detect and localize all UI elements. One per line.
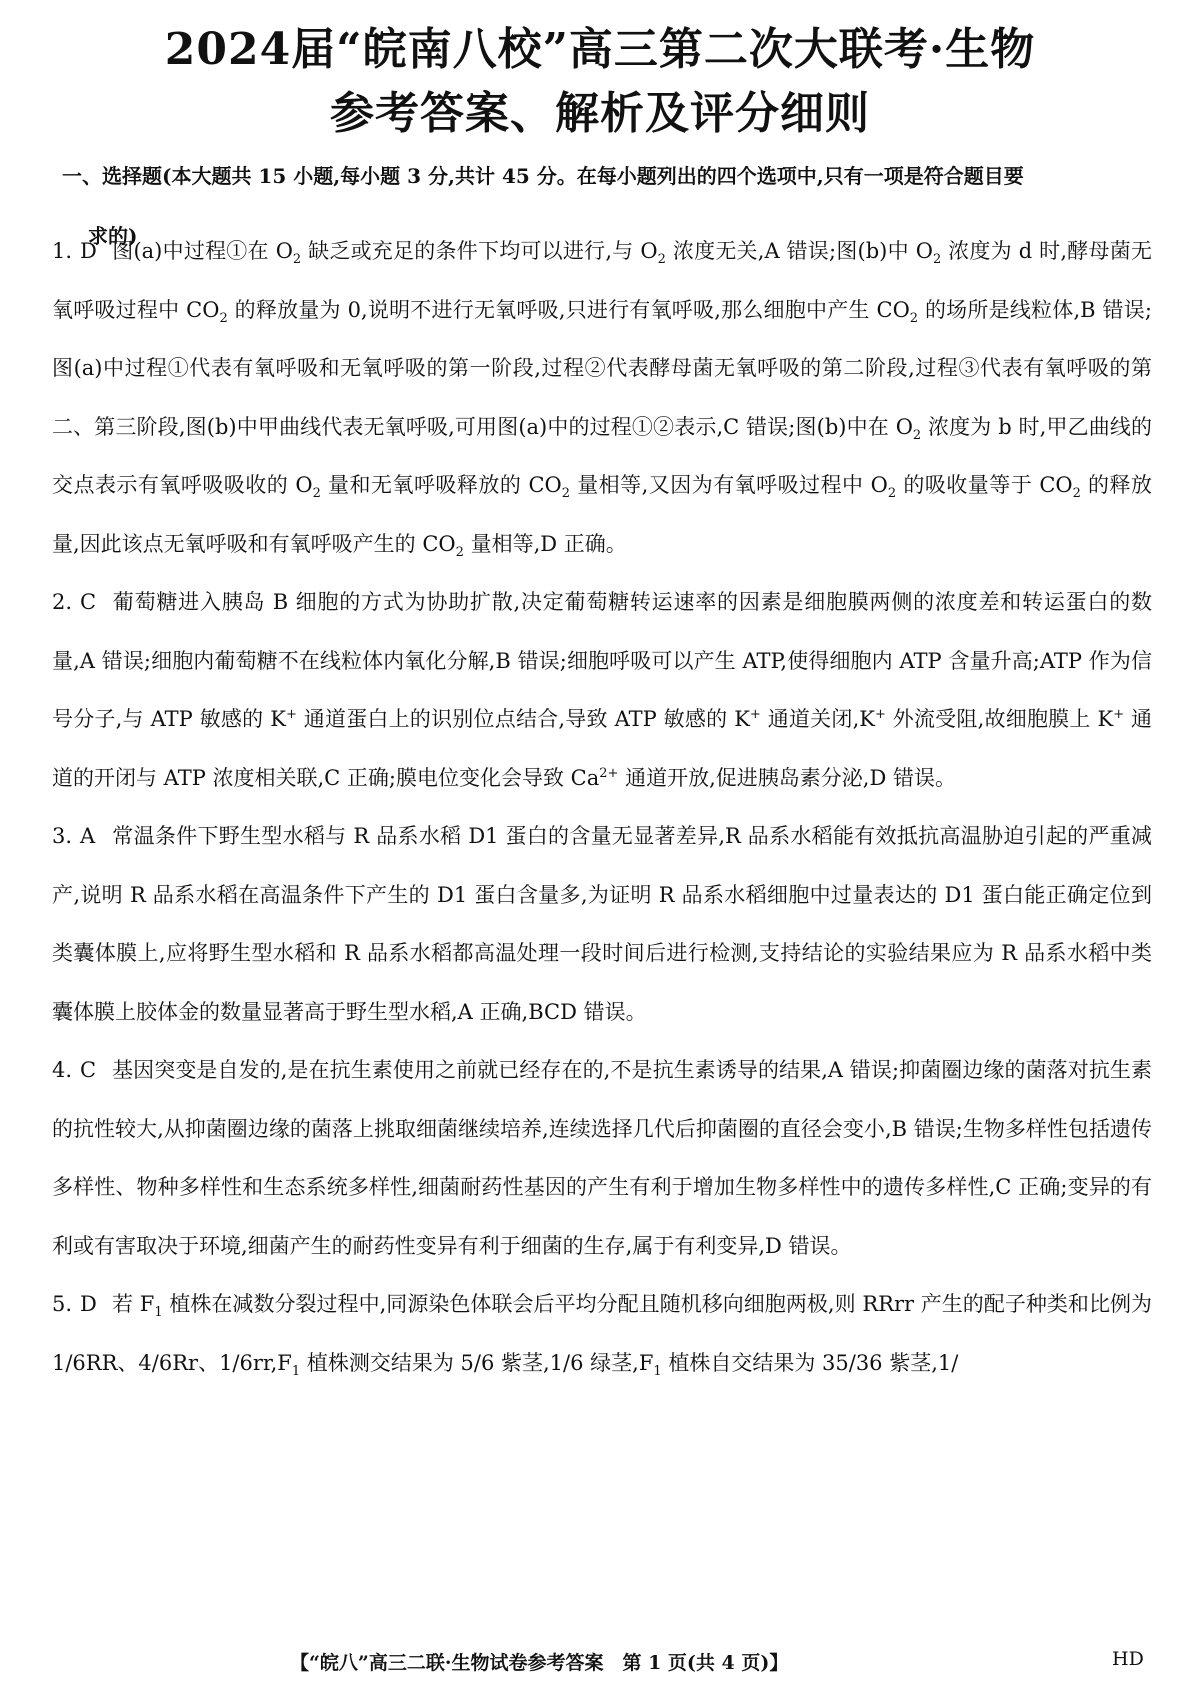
page-subtitle: 参考答案、解析及评分细则 [330,88,870,139]
question-answer: D [80,1292,97,1316]
footer-code: HD [1112,1648,1144,1670]
section-heading-line2: 求的) [88,224,138,248]
question-number: 3. [52,824,73,848]
page-footer [0,1648,1200,1678]
question-explanation: 常温条件下野生型水稻与 R 品系水稻 D1 蛋白的含量无显著差异,R 品系水稻能有效抵抗高温胁迫引起的严重减产,说明 R 品系水稻在高温条件下产生的 D1 蛋白含量多,为证明 R 品系水稻细胞中过量表达的 D1 蛋白能正确定位到类囊体膜上,应将野生型水稻和 R 品系水稻都高温处理一段时间后进行检测,支持结论的实验结果应为 R 品系水稻中类囊体膜上胶体金的数量显著高于野生型水稻,A 正确,BCD 错误。 [52,824,1152,1024]
page-title: 2024届“皖南八校”高三第二次大联考·生物 [164,24,1036,75]
question-4 [52,1041,1152,1275]
question-explanation: 葡萄糖进入胰岛 B 细胞的方式为协助扩散,决定葡萄糖转运速率的因素是细胞膜两侧的浓度差和转运蛋白的数量,A 错误;细胞内葡萄糖不在线粒体内氧化分解,B 错误;细胞呼吸可以产生 ATP,使得细胞内 ATP 含量升高;ATP 作为信号分子,与 ATP 敏感的 K+ 通道蛋白上的识别位点结合,导致 ATP 敏感的 K+ 通道关闭,K+ 外流受阻,故细胞膜上 K+ 通道的开闭与 ATP 浓度相关联,C 正确;膜电位变化会导致 $Ca^{2+}$ 通道开放,促进胰岛素分泌,D 错误。 [52,590,1152,790]
question-number: 5. [52,1292,73,1316]
question-number: 2. [52,590,73,614]
answers-body [52,222,1152,1392]
question-answer: C [80,1058,97,1082]
question-1 [52,222,1152,573]
question-explanation: 基因突变是自发的,是在抗生素使用之前就已经存在的,不是抗生素诱导的结果,A 错误;抑菌圈边缘的菌落对抗生素的抗性较大,从抑菌圈边缘的菌落上挑取细菌继续培养,连续选择几代后抑菌圈的直径会变小,B 错误;生物多样性包括遗传多样性、物种多样性和生态系统多样性,细菌耐药性基因的产生有利于增加生物多样性中的遗传多样性,C 正确;变异的有利或有害取决于环境,细菌产生的耐药性变异有利于细菌的生存,属于有利变异,D 错误。 [52,1058,1152,1258]
question-number: 4. [52,1058,73,1082]
question-number: 1. [52,239,73,263]
footer-page-info: 【“皖八”高三二联·生物试卷参考答案 第 1 页(共 4 页)】 [290,1652,789,1674]
question-answer: C [80,590,97,614]
question-answer: A [80,824,96,848]
question-explanation: 图(a)中过程①在 $O_2$ 缺乏或充足的条件下均可以进行,与 $O_2$ 浓度无关,A 错误;图(b)中 $O_2$ 浓度为 d 时,酵母菌无氧呼吸过程中 $CO_2$ 的释放量为 0,说明不进行无氧呼吸,只进行有氧呼吸,那么细胞中产生 $CO_2$ 的场所是线粒体,B 错误;图(a)中过程①代表有氧呼吸和无氧呼吸的第一阶段,过程②代表酵母菌无氧呼吸的第二阶段,过程③代表有氧呼吸的第二、第三阶段,图(b)中甲曲线代表无氧呼吸,可用图(a)中的过程①②表示,C 错误;图(b)中在 $O_2$ 浓度为 b 时,甲乙曲线的交点表示有氧呼吸吸收的 $O_2$ 量和无氧呼吸释放的 $CO_2$ 量相等,又因为有氧呼吸过程中 $O_2$ 的吸收量等于 $CO_2$ 的释放量,因此该点无氧呼吸和有氧呼吸产生的 $CO_2$ 量相等,D 正确。 [52,239,1153,560]
section-heading-line1: 一、选择题(本大题共 15 小题,每小题 3 分,共计 45 分。在每小题列出的四个选项中,只有一项是符合题目要 [62,164,1024,188]
question-3 [52,807,1152,1041]
question-5 [52,1275,1152,1392]
question-explanation: 若 $F_1$ 植株在减数分裂过程中,同源染色体联会后平均分配且随机移向细胞两极,则 RRrr 产生的配子种类和比例为 1/6RR、4/6Rr、$1/6rr,F_1$ 植株测交结果为 5/6 紫茎,1/6 绿茎$,F_1$ 植株自交结果为 35/36 紫茎,1/ [52,1292,1153,1379]
question-answer: D [80,239,97,263]
question-2 [52,573,1152,807]
